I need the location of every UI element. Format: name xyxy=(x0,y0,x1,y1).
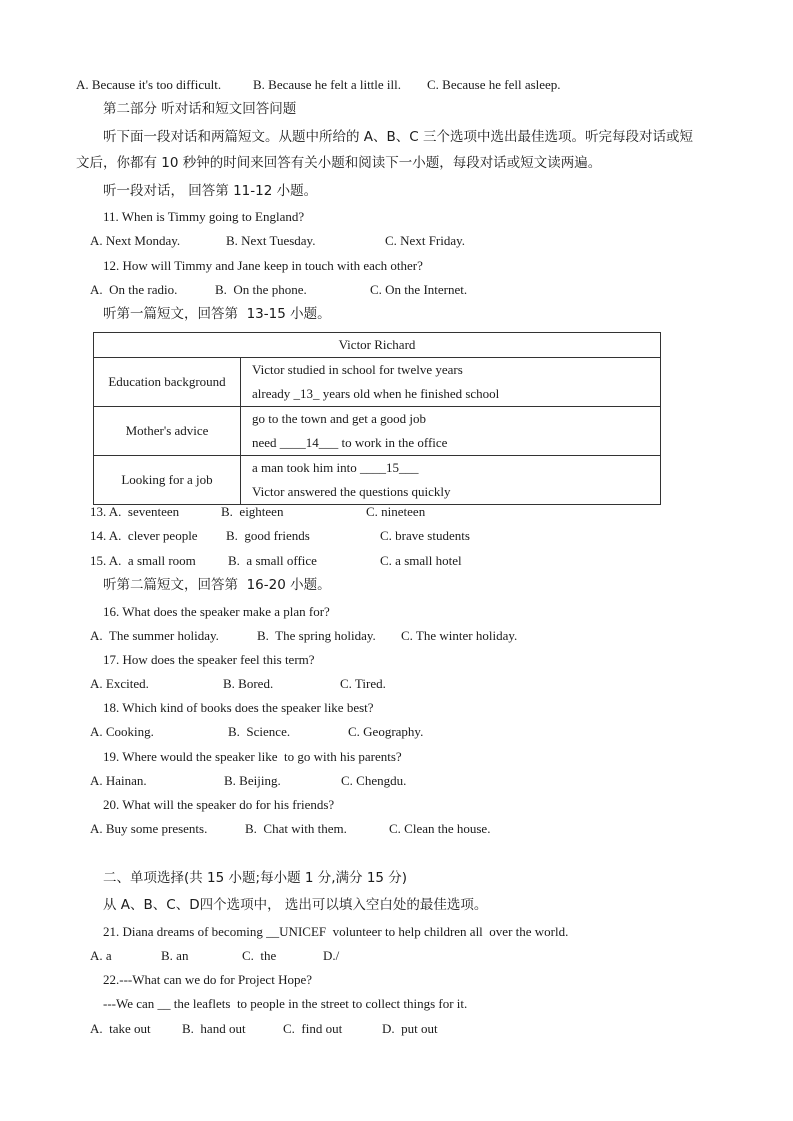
q16-option-b: B. The spring holiday. xyxy=(257,628,376,643)
q12-option-c: C. On the Internet. xyxy=(370,282,468,297)
q13-option-a: 13. A. seventeen xyxy=(90,504,180,519)
q19-option-c: C. Chengdu. xyxy=(341,773,407,788)
passage1-intro: 听第一篇短文，回答第 13-15 小题。 xyxy=(103,306,331,322)
q14-option-b: B. good friends xyxy=(226,528,310,543)
table-row xyxy=(94,407,661,456)
question-16-stem: 16. What does the speaker make a plan for? xyxy=(103,604,330,619)
q11-option-c: C. Next Friday. xyxy=(385,233,466,248)
question-19-stem: 19. Where would the speaker like to go with his parents? xyxy=(103,749,402,764)
row-value xyxy=(241,358,661,407)
row-value-line: need ____14___ to work in the office xyxy=(252,435,448,450)
row-value-line: a man took him into ____15___ xyxy=(252,460,419,475)
question-21-stem: 21. Diana dreams of becoming __UNICEF volunteer to help children all over the world. xyxy=(103,924,569,939)
q21-option-d: D./ xyxy=(323,948,340,963)
option-c: C. Because he fell asleep. xyxy=(427,77,561,92)
q18-option-c: C. Geography. xyxy=(348,724,424,739)
q11-option-a: A. Next Monday. xyxy=(90,233,181,248)
q20-option-b: B. Chat with them. xyxy=(245,821,347,836)
part2-instruction-line1: 听下面一段对话和两篇短文。从题中所给的 A、B、C 三个选项中选出最佳选项。听完每段对话或短 xyxy=(103,129,694,145)
q18-option-b: B. Science. xyxy=(228,724,291,739)
q21-option-b: B. an xyxy=(161,948,189,963)
q22-option-a: A. take out xyxy=(90,1021,151,1036)
q16-option-c: C. The winter holiday. xyxy=(401,628,518,643)
q13-option-b: B. eighteen xyxy=(221,504,284,519)
question-18-stem: 18. Which kind of books does the speaker like best? xyxy=(103,700,374,715)
row-value xyxy=(241,407,661,456)
question-22-stem-reply: ---We can __ the leaflets to people in the street to collect things for it. xyxy=(103,996,468,1011)
passage2-intro: 听第二篇短文，回答第 16-20 小题。 xyxy=(103,577,331,593)
q12-option-a: A. On the radio. xyxy=(90,282,178,297)
q14-option-a: 14. A. clever people xyxy=(90,528,198,543)
row-value-line: go to the town and get a good job xyxy=(252,411,427,426)
option-b: B. Because he felt a little ill. xyxy=(253,77,402,92)
q21-option-c: C. the xyxy=(242,948,277,963)
question-11-stem: 11. When is Timmy going to England? xyxy=(103,209,305,224)
table-header: Victor Richard xyxy=(94,333,661,358)
q19-option-b: B. Beijing. xyxy=(224,773,281,788)
q13-option-c: C. nineteen xyxy=(366,504,426,519)
q22-option-d: D. put out xyxy=(382,1021,438,1036)
q17-option-a: A. Excited. xyxy=(90,676,149,691)
q19-option-a: A. Hainan. xyxy=(90,773,147,788)
dialogue-intro: 听一段对话， 回答第 11-12 小题。 xyxy=(103,183,318,199)
row-label: Mother's advice xyxy=(94,407,241,456)
row-label: Looking for a job xyxy=(94,456,241,505)
row-value-line: Victor studied in school for twelve years xyxy=(252,362,463,377)
q15-option-a: 15. A. a small room xyxy=(90,553,196,568)
question-20-stem: 20. What will the speaker do for his friends? xyxy=(103,797,335,812)
q20-option-c: C. Clean the house. xyxy=(389,821,491,836)
q17-option-b: B. Bored. xyxy=(223,676,274,691)
row-label: Education background xyxy=(94,358,241,407)
q15-option-b: B. a small office xyxy=(228,553,317,568)
q17-option-c: C. Tired. xyxy=(340,676,386,691)
q18-option-a: A. Cooking. xyxy=(90,724,154,739)
q22-option-c: C. find out xyxy=(283,1021,343,1036)
q12-option-b: B. On the phone. xyxy=(215,282,307,297)
q21-option-a: A. a xyxy=(90,948,112,963)
q11-option-b: B. Next Tuesday. xyxy=(226,233,316,248)
question-17-stem: 17. How does the speaker feel this term? xyxy=(103,652,315,667)
table-row xyxy=(94,456,661,505)
q16-option-a: A. The summer holiday. xyxy=(90,628,219,643)
section2-title: 二、单项选择(共 15 小题;每小题 1 分,满分 15 分) xyxy=(103,870,408,886)
section2-instruction: 从 A、B、C、D四个选项中， 选出可以填入空白处的最佳选项。 xyxy=(103,897,488,913)
row-value xyxy=(241,456,661,505)
part2-title: 第二部分 听对话和短文回答问题 xyxy=(103,101,297,117)
q22-option-b: B. hand out xyxy=(182,1021,246,1036)
question-22-stem: 22.---What can we do for Project Hope? xyxy=(103,972,312,987)
row-value-line: Victor answered the questions quickly xyxy=(252,484,451,499)
part2-instruction-line2: 文后，你都有 10 秒钟的时间来回答有关小题和阅读下一小题，每段对话或短文读两遍。 xyxy=(76,155,602,171)
question-12-stem: 12. How will Timmy and Jane keep in touch with each other? xyxy=(103,258,423,273)
option-a: A. Because it's too difficult. xyxy=(76,77,222,92)
row-value-line: already _13_ years old when he finished school xyxy=(252,386,500,401)
q14-option-c: C. brave students xyxy=(380,528,470,543)
q20-option-a: A. Buy some presents. xyxy=(90,821,208,836)
victor-richard-table xyxy=(93,332,661,505)
q15-option-c: C. a small hotel xyxy=(380,553,462,568)
table-row xyxy=(94,358,661,407)
